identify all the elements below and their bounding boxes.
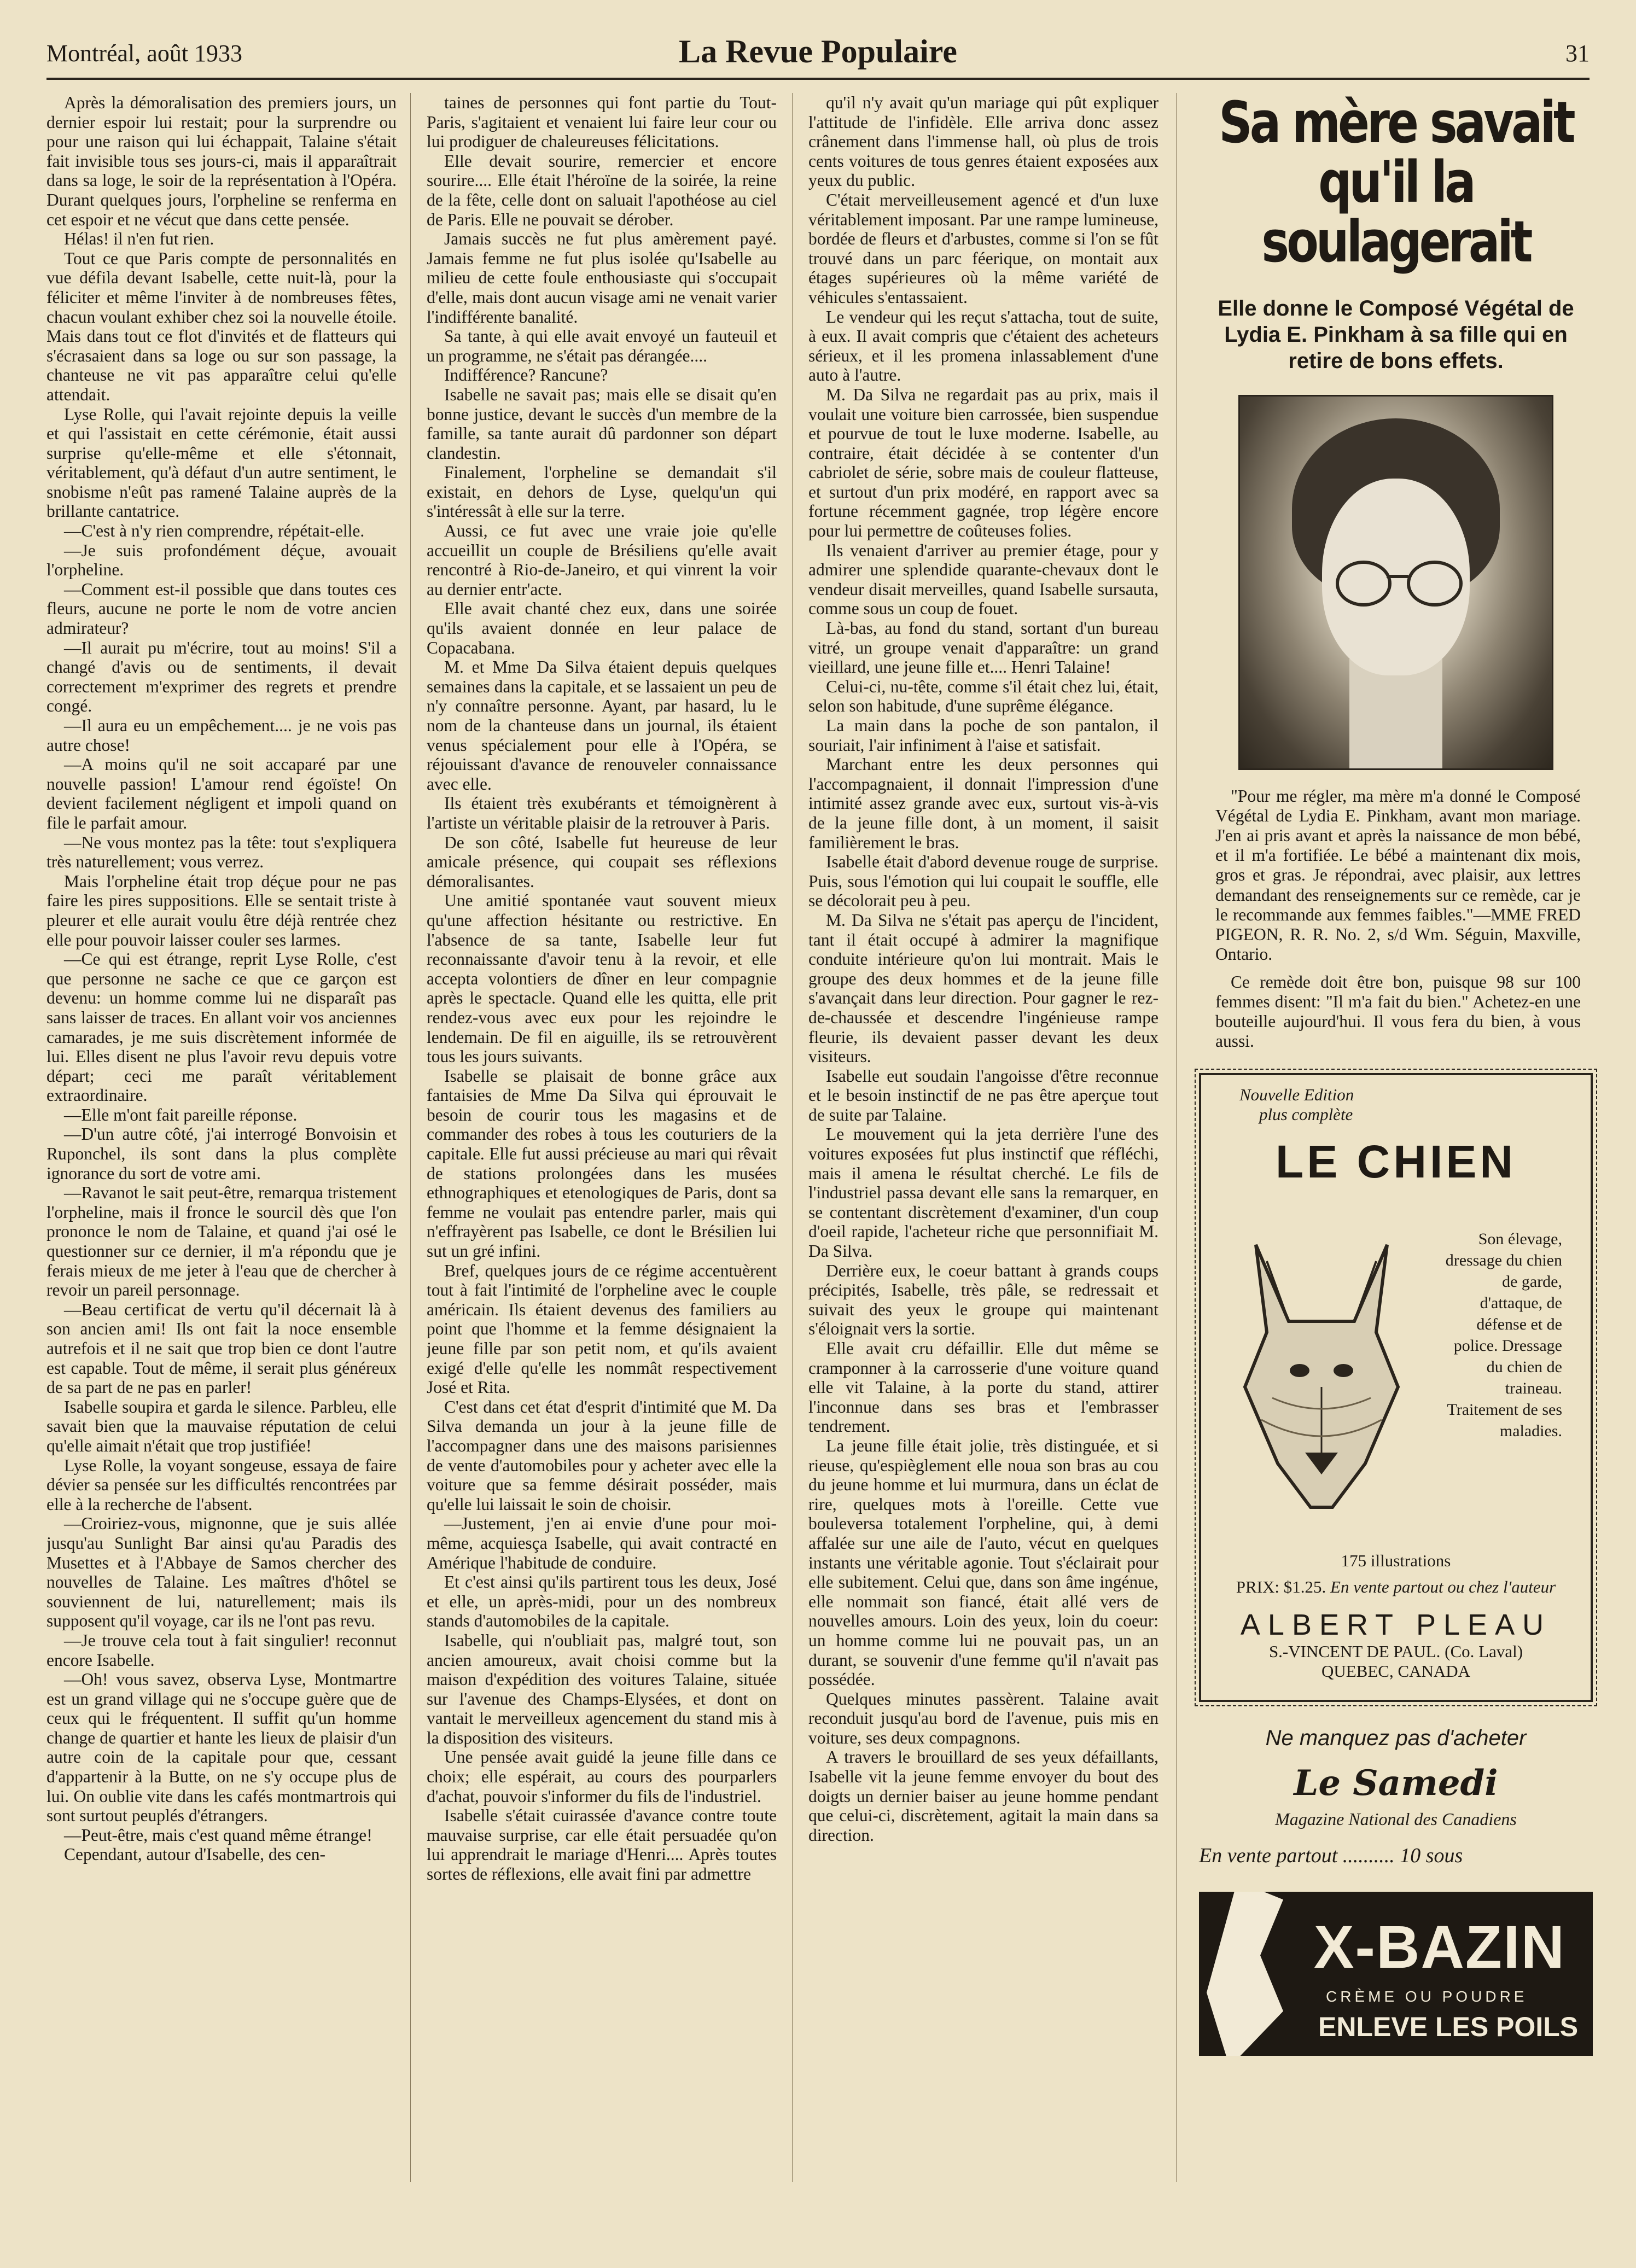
testimonial-quote: "Pour me régler, ma mère m'a donné le Composé Végétal de Lydia E. Pinkham, avant mon mariage. J'en ai pris avant et après la naissance de mon bébé, et il m'a fortifiée. Le bébé a maintenant dix mois, gros et gras. Je répondrai, avec plaisir, aux lettres demandant des renseignements sur ce remède, car je le recommande aux femmes faibles."—MME FRED PIGEON, R. R. No. 2, s/d Wm. Séguin, Maxville, Ontario.: [1215, 786, 1581, 964]
paragraph: Quelques minutes passèrent. Talaine avait reconduit jusqu'au bord de l'avenue, puis mis en voiture, ses deux compagnons.: [808, 1689, 1158, 1747]
paragraph: Une amitié spontanée vaut souvent mieux qu'une affection hésitante ou restrictive. En l'absence de sa tante, Isabelle leur fut reconnaissante d'avoir tenu à la revoir, et elle accepta volontiers de dîner en leur compagnie après le spectacle. Quand elle les quitta, elle prit rendez-vous avec eux pour les rejoindre le lendemain. De fil en aiguille, ils se retrouvèrent tous les jours suivants.: [427, 891, 777, 1066]
paragraph: Elle devait sourire, remercier et encore sourire.... Elle était l'héroïne de la soirée, la reine de la fête, celle dont on saluait l'apothéose au ciel de Paris. Elle ne pouvait se dérober.: [427, 151, 777, 229]
paragraph: —C'est à n'y rien comprendre, répétait-elle.: [64, 521, 365, 541]
paragraph: Bref, quelques jours de ce régime accentuèrent tout à fait l'intimité de l'orpheline avec le couple américain. Ils étaient devenus des familiers au point que l'homme et la femme désignaient la jeune fille par son petit nom, et qu'ils avaient exigé d'elle qu'elle les nommât respectivement José et Rita.: [427, 1261, 777, 1397]
paragraph: —Je suis profondément déçue, avouait l'orpheline.: [46, 540, 397, 580]
article-column-2: [427, 93, 777, 2182]
paragraph: Mais l'orpheline était trop déçue pour ne pas faire les pires suppositions. Elle se sentait triste à pleurer et elle aurait voulu être déjà rentrée chez elle pour pouvoir laisser couler ses larmes.: [46, 871, 397, 949]
paragraph: —Peut-être, mais c'est quand même étrange!: [64, 1825, 372, 1845]
paragraph: Jamais succès ne fut plus amèrement payé. Jamais femme ne fut plus isolée qu'Isabelle au milieu de cette foule enthousiaste qui s'occupait d'elle, mais dont aucun visage ami ne venait varier l'indifférente banalité.: [427, 229, 777, 327]
paragraph: De son côté, Isabelle fut heureuse de leur amicale présence, qui coupait ses réflexions démoralisantes.: [427, 832, 777, 891]
paragraph: —Comment est-il possible que dans toutes ces fleurs, aucune ne porte le nom de votre ancien admirateur?: [46, 579, 397, 638]
paragraph: Marchant entre les deux personnes qui l'accompagnaient, il donnait l'impression d'une intimité assez grande avec eux, surtout vis-à-vis de la jeune fille dont, à un moment, il saisit familièrement le bras.: [808, 755, 1158, 852]
advert-column: [1199, 89, 1593, 2056]
issue-date: Montréal, août 1933: [46, 40, 243, 67]
paragraph: Celui-ci, nu-tête, comme s'il était chez lui, était, selon son habitude, d'une suprême élégance.: [808, 677, 1158, 716]
paragraph: Le vendeur qui les reçut s'attacha, tout de suite, à eux. Il avait compris que c'étaient des acheteurs sérieux, et il les promena inlassablement d'une auto à l'autre.: [808, 307, 1158, 385]
paragraph: Ils étaient très exubérants et témoignèrent à l'artiste un véritable plaisir de la retrouver à Paris.: [427, 794, 777, 832]
pinkham-advert: [1199, 89, 1593, 1051]
paragraph: —Ce qui est étrange, reprit Lyse Rolle, c'est que personne ne sache ce que ce garçon est devenu: un homme comme lui ne disparaît pas sans laisser de traces. En allant voir vos anciennes camarades, je me suis discrètement informée de lui. Elles disent ne plus l'avoir revu depuis votre départ; ceci me paraît véritablement extraordinaire.: [46, 949, 397, 1105]
paragraph: Et c'est ainsi qu'ils partirent tous les deux, José et elle, un après-midi, pour un des nombreux stands d'automobiles de la capitale.: [427, 1572, 777, 1631]
paragraph: Le mouvement qui la jeta derrière l'une des voitures exposées fut plus instinctif que réfléchi, mais il amena le résultat cherché. Le fils de l'industriel passa devant elle sans la remarquer, en se contentant discrètement d'examiner, d'un coup d'oeil rapide, l'acheteur riche que personnifiait M. Da Silva.: [808, 1124, 1158, 1261]
paragraph: Elle avait chanté chez eux, dans une soirée qu'ils avaient donnée en leur palace de Copacabana.: [427, 599, 777, 657]
page-header: [46, 33, 1590, 77]
paragraph: Lyse Rolle, qui l'avait rejointe depuis la veille et qui l'assistait en cette cérémonie, était aussi surprise qu'elle-même et elle s'étonnait, véritablement, qu'à défaut d'un autre sentiment, le snobisme n'eût pas ramené Talaine auprès de la brillante cantatrice.: [46, 404, 397, 521]
x-bazin-advert: [1199, 1892, 1593, 2056]
advert-headline: qu'il la soulagerait: [1261, 149, 1530, 276]
paragraph: Isabelle s'était cuirassée d'avance contre toute mauvaise surprise, car elle était persuadée qu'on lui apprendrait le mariage d'Henri.... Après toutes sortes de réflexions, elle avait fini par admettre: [427, 1806, 777, 1884]
author-address: QUEBEC, CANADA: [1321, 1661, 1471, 1681]
paragraph: —Je trouve cela tout à fait singulier! reconnut encore Isabelle.: [46, 1630, 397, 1670]
header-rule: [46, 78, 1590, 80]
brand-slogan: ENLEVE LES POILS: [1318, 2012, 1579, 2043]
paragraph: Elle avait cru défaillir. Elle dut même se cramponner à la carrosserie d'une voiture quand elle vit Talaine, à la porte du stand, attirer l'inconnue dans ses bras et l'embrasser tendrement.: [808, 1339, 1158, 1436]
article-column-3: [808, 93, 1158, 2182]
paragraph: Lyse Rolle, la voyant songeuse, essaya de faire dévier sa pensée sur les difficultés rencontrées par elle à la recherche de l'absent.: [46, 1455, 397, 1514]
paragraph: Isabelle, qui n'oubliait pas, malgré tout, son ancien amoureux, avait choisi comme but la maison d'expédition des voitures Talaine, située sur l'avenue des Champs-Elysées, et dont on vantait le merveilleux agencement du stand mis à la disposition des visiteurs.: [427, 1630, 777, 1747]
book-description: Son élevage, dressage du chien de garde, d'attaque, de défense et de police. Dressage du chien de traineau. Traitement de ses maladies.: [1445, 1230, 1562, 1441]
author-name: ALBERT PLEAU: [1240, 1608, 1552, 1642]
paragraph: taines de personnes qui font partie du Tout-Paris, s'agitaient et venaient lui faire leur cour ou lui prodiguer de chaleureuses félicitations.: [427, 93, 777, 151]
paragraph: Après la démoralisation des premiers jours, un dernier espoir lui restait; pour la surprendre ou pour une raison qui lui échappait, Talaine s'était fait invisible tous ses jours-ci, mais il apparaîtrait dans sa loge, le soir de la représentation à l'Opéra. Durant quelques jours, l'orpheline se renferma en cet espoir et ne vécut que dans cette pensée.: [46, 93, 397, 229]
paragraph: C'est dans cet état d'esprit d'intimité que M. Da Silva demanda un jour à la jeune fille de l'accompagner dans une des maisons parisiennes de vente d'automobiles pour y acheter avec elle la voiture que sa femme désirait posséder, mais qu'elle lui laissait le soin de choisir.: [427, 1397, 777, 1514]
wing-icon: [1207, 1892, 1283, 2056]
sales-note: En vente partout ou chez l'auteur: [1330, 1577, 1556, 1597]
paragraph: Isabelle ne savait pas; mais elle se disait qu'en bonne justice, devant le succès d'un membre de la famille, sa tante aurait dû pardonner son départ clandestin.: [427, 384, 777, 463]
paragraph: Isabelle soupira et garda le silence. Parbleu, elle savait bien que la mauvaise réputation de celui qu'elle aimait n'était que trop justifiée!: [46, 1397, 397, 1455]
samedi-logo: Le Samedi: [1294, 1763, 1498, 1804]
book-title: LE CHIEN: [1275, 1136, 1517, 1188]
paragraph: —Ne vous montez pas la tête: tout s'expliquera très naturellement; vous verrez.: [46, 832, 397, 872]
paragraph: Isabelle était d'abord devenue rouge de surprise. Puis, sous l'émotion qui lui coupait le souffle, elle se décolorait peu à peu.: [808, 852, 1158, 911]
paragraph: —Beau certificat de vertu qu'il décernait là à son ancien ami! Ils ont fait la noce ensemble autrefois et il ne sait que trop bien ce dont l'autre est capable. Tout de même, il serait plus généreux de sa part de ne pas en parler!: [46, 1299, 397, 1397]
paragraph: M. Da Silva ne regardait pas au prix, mais il voulait une voiture bien carrossée, bien suspendue et pourvue de tout le luxe moderne. Isabelle, au contraire, était décidée à se contenter d'un cabriolet de série, sobre mais de couleur flatteuse, et surtout d'un prix modéré, en rapport avec sa fortune récemment gagnée, trop légère encore pour lui permettre de coûteuses folies.: [808, 384, 1158, 541]
paragraph: M. et Mme Da Silva étaient depuis quelques semaines dans la capitale, et se lassaient un peu de n'y connaître personne. Ayant, par hasard, lu le nom de la chanteuse dans un journal, ils étaient venus spécialement pour elle à l'Opéra, se réjouissant d'avance de renouveler connaissance avec elle.: [427, 657, 777, 794]
advert-subheadline: Elle donne le Composé Végétal de Lydia E. Pinkham à sa fille qui en retire de bons effets.: [1218, 296, 1574, 373]
column-divider: [410, 93, 411, 2182]
paragraph: A travers le brouillard de ses yeux défaillants, Isabelle vit la jeune femme envoyer du bout des doigts un dernier baiser au jeune homme pendant que celui-ci, discrètement, agitait la main dans sa direction.: [808, 1747, 1158, 1845]
edition-label: plus complète: [1259, 1105, 1353, 1124]
paragraph: C'était merveilleusement agencé et d'un luxe véritablement imposant. Par une rampe lumineuse, bordée de fleurs et d'arbustes, comme si l'on se fût trouvé dans un parc féerique, on montait aux étages supérieures où la même variété de véhicules s'entassaient.: [808, 190, 1158, 307]
paragraph: Une pensée avait guidé la jeune fille dans ce choix; elle espérait, au cours des pourparlers d'achat, pouvoir s'informer du fils de l'industriel.: [427, 1747, 777, 1806]
paragraph: Là-bas, au fond du stand, sortant d'un bureau vitré, un groupe venait d'apparaître: un grand vieillard, une jeune fille et.... Henri Talaine!: [808, 619, 1158, 677]
book-info: [1215, 1551, 1576, 1681]
paragraph: —Elle m'ont fait pareille réponse.: [64, 1105, 298, 1124]
masthead-title: La Revue Populaire: [679, 33, 957, 69]
paragraph: Hélas! il n'en fut rien.: [64, 229, 214, 249]
paragraph: Indifférence? Rancune?: [444, 365, 608, 385]
paragraph: —Ravanot le sait peut-être, remarqua tristement l'orpheline, mais il fronce le sourcil dès que l'on prononce le nom de Talaine, et quand j'ai osé le questionner sur ce dernier, il m'a répondu que je ferais mieux de me jeter à l'eau que de chercher à revoir un pareil personnage.: [46, 1183, 397, 1300]
paragraph: M. Da Silva ne s'était pas aperçu de l'incident, tant il était occupé à admirer la magnifique conduite intérieure qu'on lui montrait. Mais le groupe des deux hommes et de la jeune fille s'avançait dans leur direction. Pour gagner le rez-de-chaussée et descendre l'ingénieuse rampe fleurie, ils devaient passer devant les deux visiteurs.: [808, 910, 1158, 1066]
paragraph: Sa tante, à qui elle avait envoyé un fauteuil et un programme, ne s'était pas dérangée....: [427, 327, 777, 365]
le-samedi-advert: [1199, 1726, 1593, 1868]
paragraph: Aussi, ce fut avec une vraie joie qu'elle accueillit un couple de Brésiliens qu'elle avait rencontré à Rio-de-Janeiro, et qui vinrent la voir au dernier entr'acte.: [427, 521, 777, 599]
page-number: 31: [1565, 40, 1590, 67]
author-address: S.-VINCENT DE PAUL. (Co. Laval): [1268, 1642, 1523, 1661]
brand-name: X-BAZIN: [1314, 1914, 1566, 1981]
dog-icon: [1223, 1223, 1420, 1529]
brand-subtitle: CRÈME OU POUDRE: [1326, 1988, 1528, 2005]
paragraph: —A moins qu'il ne soit accaparé par une nouvelle passion! L'amour rend égoïste! On devient facilement négligent et impoli quand on file le parfait amour.: [46, 755, 397, 832]
column-divider: [792, 93, 793, 2182]
book-price: PRIX: $1.25.: [1236, 1577, 1326, 1597]
samedi-callout: Ne manquez pas d'acheter: [1265, 1726, 1527, 1751]
paragraph: Isabelle se plaisait de bonne grâce aux fantaisies de Mme Da Silva qui éprouvait le besoin de courir tous les magasins et de commander des robes à tous les couturiers de la capitale. Elle fut aussi précieuse au mari qui rêvait de stations prolongées dans les musées ethnographiques et etenologiques de Paris, dont sa femme ne voulait pas entendre parler, mais qui n'effrayèrent pas Isabelle, ce dont le Brésilien lui sut un gré infini.: [427, 1066, 777, 1261]
samedi-price: En vente partout .......... 10 sous: [1199, 1844, 1463, 1868]
testimonial: [1215, 786, 1581, 1052]
paragraph: Isabelle eut soudain l'angoisse d'être reconnue et le besoin instinctif de ne pas être aperçue tout de suite par Talaine.: [808, 1066, 1158, 1124]
paragraph: Cependant, autour d'Isabelle, des cen-: [64, 1845, 325, 1864]
paragraph: Derrière eux, le coeur battant à grands coups précipités, Isabelle, très pâle, se redressait et suivait des yeux le groupe qui maintenant s'éloignait vers la sortie.: [808, 1261, 1158, 1339]
paragraph: La main dans la poche de son pantalon, il souriait, l'air infiniment à l'aise et satisfait.: [808, 716, 1158, 755]
article-column-1: [46, 93, 397, 2182]
paragraph: Tout ce que Paris compte de personnalités en vue défila devant Isabelle, cette nuit-là, pour la féliciter et même l'inviter à de nombreuses fêtes, chacun voulant exhiber chez soi la nouvelle étoile. Mais dans tout ce flot d'invités et de flatteurs qui s'écrasaient dans sa loge ou sur son passage, la chanteuse ne vit pas apparaître celui qu'elle attendait.: [46, 248, 397, 404]
paragraph: —Il aura eu un empêchement.... je ne vois pas autre chose!: [46, 716, 397, 755]
paragraph: Ils venaient d'arriver au premier étage, pour y admirer une splendide quarante-chevaux dont le vendeur disait merveilles, quand Isabelle sursauta, comme sous un coup de fouet.: [808, 540, 1158, 619]
paragraph: —D'un autre côté, j'ai interrogé Bonvoisin et Ruponchel, ils sont dans la plus complète ignorance du sort de votre ami.: [46, 1124, 397, 1183]
paragraph: La jeune fille était jolie, très distinguée, et si rieuse, qu'espièglement elle noua son bras au cou du jeune homme et lui murmura, dans un éclat de rire, quelques mots à l'oreille. Cette vue bouleversa totalement l'orpheline, qui, à demi affalée sur une aile de l'auto, vécut en quelques instants une véritable agonie. Tout s'éclairait pour elle subitement. Celui que, dans son âme ingénue, elle nommait son fiancé, était allé vers de nouvelles amours. Loin des yeux, loin du coeur: un homme comme lui ne pouvait pas, un an durant, se souvenir d'une femme qu'il n'avait pas possédée.: [808, 1436, 1158, 1689]
le-chien-advert: [1199, 1073, 1593, 1702]
paragraph: Finalement, l'orpheline se demandait s'il existait, en dehors de Lyse, quelqu'un qui s'intéressât à elle sur la terre.: [427, 463, 777, 521]
portrait-photo: [1238, 395, 1553, 770]
paragraph: qu'il n'y avait qu'un mariage qui pût expliquer l'attitude de l'infidèle. Elle arriva donc assez crânement dans l'immense hall, où plus de trois cents voitures de tous genres étaient exposées aux yeux du public.: [808, 93, 1158, 190]
paragraph: —Il aurait pu m'écrire, tout au moins! S'il a changé d'avis ou de sentiments, il devait correctement m'exprimer des regrets et prendre congé.: [46, 638, 397, 716]
testimonial-tail: Ce remède doit être bon, puisque 98 sur 100 femmes disent: "Il m'a fait du bien." Achetez-en une bouteille aujourd'hui. Il vous fera du bien, à vous aussi.: [1215, 972, 1581, 1051]
paragraph: —Oh! vous savez, observa Lyse, Montmartre est un grand village qui ne s'occupe guère que de ceux qui le fréquentent. Il suffit qu'un homme change de quartier et hante les lieux de plaisir d'un autre coin de la capitale pour que, cessant d'appartenir à la Butte, on ne s'y occupe plus de lui. On oublie vite dans les cafés montmartrois qui sont surtout peuplés d'étrangers.: [46, 1670, 397, 1826]
column-divider: [1176, 93, 1177, 2182]
paragraph: —Croiriez-vous, mignonne, que je suis allée jusqu'au Sunlight Bar ainsi qu'au Paradis des Musettes et à l'Abbaye de Samos chercher des nouvelles de Talaine. Les maîtres d'hôtel se souviennent de lui, naturellement; mais ils supposent qu'il voyage, car ils ne l'ont pas revu.: [46, 1514, 397, 1631]
edition-label: Nouvelle Edition: [1239, 1085, 1354, 1105]
advert-headline: Sa mère savait: [1219, 89, 1573, 156]
paragraph: —Justement, j'en ai envie d'une pour moi-même, acquiesça Isabelle, qui avait contracté en Amérique l'habitude de conduire.: [427, 1514, 777, 1572]
samedi-tagline: Magazine National des Canadiens: [1275, 1809, 1517, 1829]
illustrations-count: 175 illustrations: [1341, 1551, 1451, 1571]
